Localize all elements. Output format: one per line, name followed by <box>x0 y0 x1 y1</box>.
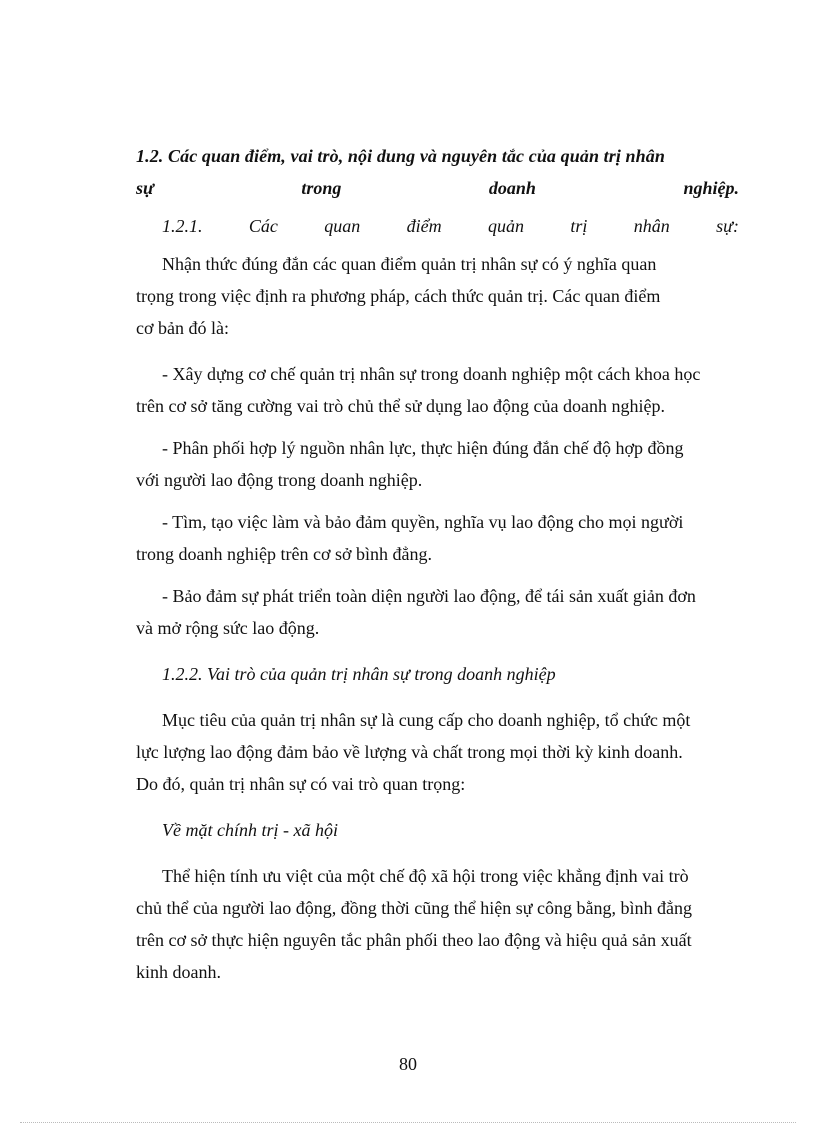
subheading-word: sự: <box>716 216 739 236</box>
bullet-line: với người lao động trong doanh nghiệp. <box>136 470 423 490</box>
heading-word: nghiệp. <box>683 178 739 198</box>
subheading-word: Các <box>248 216 278 236</box>
bullet-item <box>136 432 739 496</box>
intro-paragraph <box>136 248 739 344</box>
bullet-line: trong doanh nghiệp trên cơ sở bình đẳng. <box>136 544 432 564</box>
page-content <box>136 140 739 988</box>
subheading-word: quản <box>488 216 524 236</box>
bullet-line: và mở rộng sức lao động. <box>136 618 320 638</box>
paragraph-line: kinh doanh. <box>136 962 221 982</box>
subheading-word: quan <box>324 216 361 236</box>
paragraph-line: chủ thể của người lao động, đồng thời cũng thể hiện sự công bằng, bình đẳng <box>136 898 692 918</box>
subheading-word: 1.2.1. <box>162 216 203 236</box>
subheading-word: điểm <box>406 216 442 236</box>
heading-word: trong <box>301 178 342 198</box>
bullet-line: - Phân phối hợp lý nguồn nhân lực, thực hiện đúng đắn chế độ hợp đồng <box>162 438 684 458</box>
paragraph-line: lực lượng lao động đảm bảo về lượng và chất trong mọi thời kỳ kinh doanh. <box>136 742 683 762</box>
page-number: 80 <box>399 1054 417 1074</box>
subsection-heading-1-2-1 <box>136 210 739 242</box>
bullet-line: trên cơ sở tăng cường vai trò chủ thể sử dụng lao động của doanh nghiệp. <box>136 396 665 416</box>
paragraph-line: trên cơ sở thực hiện nguyên tắc phân phối theo lao động và hiệu quả sản xuất <box>136 930 692 950</box>
paragraph-line: Nhận thức đúng đắn các quan điểm quản trị nhân sự có ý nghĩa quan <box>162 254 657 274</box>
bullet-item <box>136 580 739 644</box>
subheading-word: trị <box>570 216 588 236</box>
paragraph-line: Do đó, quản trị nhân sự có vai trò quan trọng: <box>136 774 466 794</box>
heading-word: doanh <box>488 178 536 198</box>
heading-word: sự <box>136 178 154 198</box>
subsection-heading-1-2-2: 1.2.2. Vai trò của quản trị nhân sự trong doanh nghiệp <box>162 664 556 684</box>
paragraph-line: Mục tiêu của quản trị nhân sự là cung cấp cho doanh nghiệp, tổ chức một <box>162 710 691 730</box>
politics-paragraph <box>136 860 739 988</box>
paragraph-line: cơ bản đó là: <box>136 318 229 338</box>
subheading-word: nhân <box>633 216 670 236</box>
role-paragraph <box>136 704 739 800</box>
bullet-item <box>136 358 739 422</box>
heading-text: 1.2. Các quan điểm, vai trò, nội dung và nguyên tắc của quản trị nhân <box>136 146 665 166</box>
bullet-item <box>136 506 739 570</box>
paragraph-line: trọng trong việc định ra phương pháp, cách thức quản trị. Các quan điểm <box>136 286 661 306</box>
subsection-heading-politics: Về mặt chính trị - xã hội <box>162 820 338 840</box>
bullet-line: - Bảo đảm sự phát triển toàn diện người lao động, để tái sản xuất giản đơn <box>162 586 696 606</box>
paragraph-line: Thể hiện tính ưu việt của một chế độ xã hội trong việc khẳng định vai trò <box>162 866 689 886</box>
section-heading-line-2 <box>136 172 739 204</box>
bullet-line: - Xây dựng cơ chế quản trị nhân sự trong doanh nghiệp một cách khoa học <box>162 364 701 384</box>
bullet-line: - Tìm, tạo việc làm và bảo đảm quyền, nghĩa vụ lao động cho mọi người <box>162 512 684 532</box>
section-heading-line-1 <box>136 140 739 172</box>
